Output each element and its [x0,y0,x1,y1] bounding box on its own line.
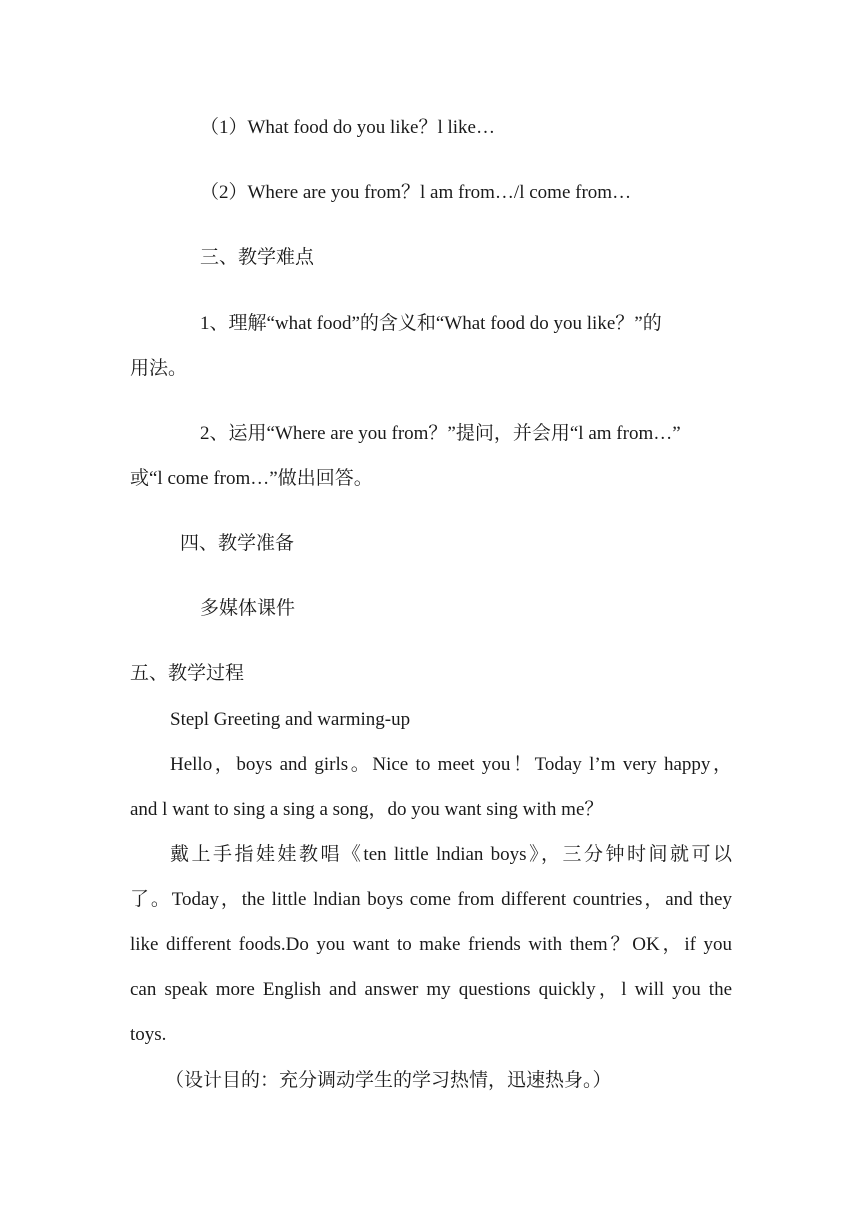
section-heading-preparation: 四、教学准备 [180,533,295,554]
difficulty-2-line-1: 2、运用“Where are you from？”提问，并会用“l am from…” [200,423,681,444]
section-heading-difficulties: 三、教学难点 [200,247,315,268]
activity-line-5: toys. [130,1024,167,1045]
greeting-line-1: Hello，boys and girls。Nice to meet you！Today l’m very happy， [170,754,732,775]
design-purpose-note: （设计目的：充分调动学生的学习热情，迅速热身。） [165,1070,612,1091]
step-1-heading: Stepl Greeting and warming-up [170,709,411,730]
activity-line-3: like different foods.Do you want to make friends with them？OK，if you [130,934,732,955]
section-heading-process: 五、教学过程 [130,663,245,684]
activity-line-1: 戴上手指娃娃教唱《ten little lndian boys》，三分钟时间就可以 [170,844,732,865]
objective-item-1: （1）What food do you like？l like… [200,117,495,138]
difficulty-1-line-2: 用法。 [130,358,188,379]
activity-line-2: 了。Today，the little lndian boys come from different countries，and they [130,889,732,910]
preparation-text: 多媒体课件 [200,598,296,619]
activity-line-4: can speak more English and answer my questions quickly，l will you the [130,979,732,1000]
objective-item-2: （2）Where are you from？l am from…/l come from… [200,182,632,203]
difficulty-2-line-2: 或“l come from…”做出回答。 [130,468,373,489]
greeting-line-2: and l want to sing a sing a song，do you want sing with me？ [130,799,604,820]
difficulty-1-line-1: 1、理解“what food”的含义和“What food do you like？”的 [200,313,662,334]
